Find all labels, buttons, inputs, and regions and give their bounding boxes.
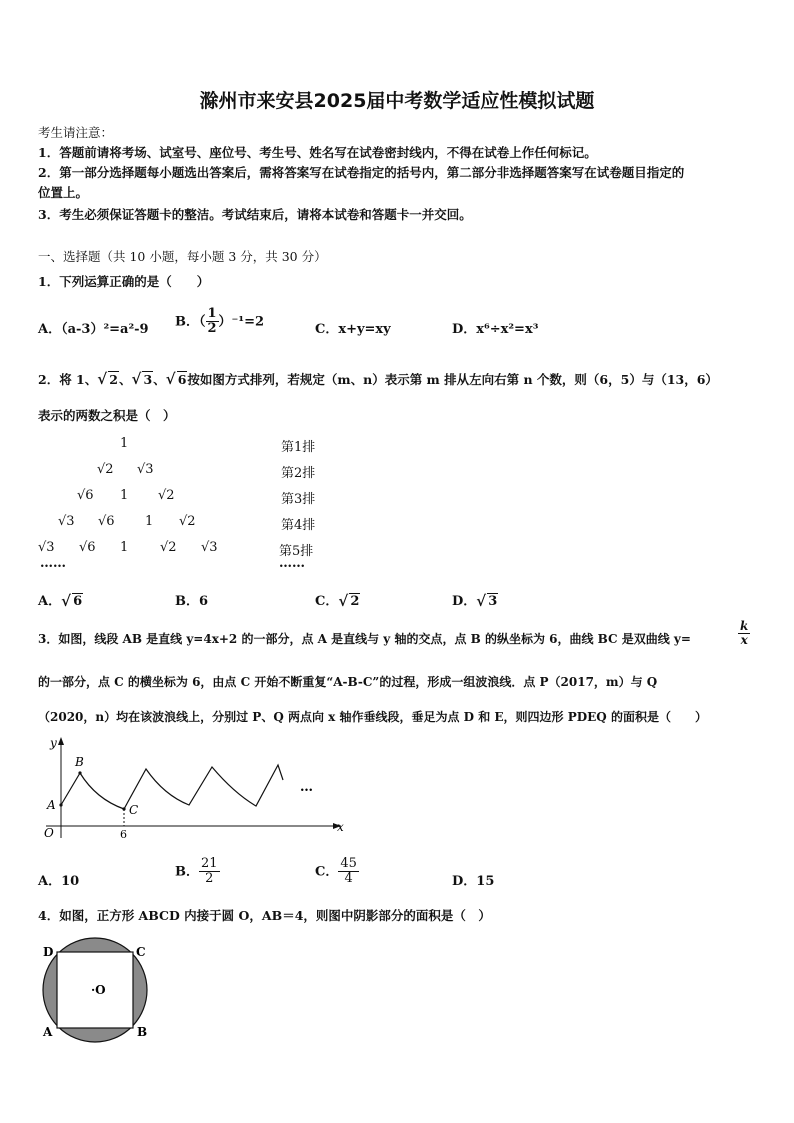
x-label: x — [337, 820, 344, 834]
q2-sep-2: 、 — [153, 372, 166, 387]
q2-option-b: B．6 — [175, 594, 209, 609]
q1-b-suffix: ）⁻¹=2 — [218, 314, 265, 330]
label-o: ·O — [91, 983, 106, 997]
tri-r3-c3: √2 — [158, 488, 175, 503]
q3-stem-b: 的一部分，点 C 的横坐标为 6，由点 C 开始不断重复“A-B-C”的过程，形成一组波浪线．点 P（2017，m）与 Q — [38, 675, 658, 689]
q1-b-prefix: B．（ — [175, 314, 206, 330]
q2-option-d — [452, 590, 498, 609]
tri-r5-c4: √2 — [160, 540, 177, 555]
q2-a-label: A． — [38, 594, 62, 609]
notice-item-2-cont: 位置上。 — [38, 185, 89, 200]
tri-r4-c1: √3 — [58, 514, 75, 529]
q2-option-a — [38, 590, 83, 609]
tri-r4-c2: √6 — [98, 514, 115, 529]
q2-stem-cont: 表示的两数之积是（ ） — [38, 408, 176, 423]
row-label-3: 第3排 — [281, 492, 316, 507]
q1-b-fraction — [206, 307, 219, 337]
wave-ellipsis: … — [300, 780, 313, 795]
row-label-5: 第5排 — [279, 544, 314, 559]
notice-item-3: 3．考生必须保证答题卡的整洁。考试结束后，请将本试卷和答题卡一并交回。 — [38, 207, 472, 222]
q3-b-label: B． — [175, 864, 199, 880]
tri-r3-c2: 1 — [120, 488, 129, 503]
q2-sqrt2 — [97, 372, 119, 387]
tri-dots-left: …… — [40, 556, 66, 571]
q2-sqrt3 — [131, 372, 153, 387]
row-label-2: 第2排 — [281, 466, 316, 481]
q2-stem-a: 2．将 1、 — [38, 372, 98, 387]
q3-option-b — [175, 857, 220, 887]
q2-option-c — [315, 590, 360, 609]
q2-a-val: 6 — [73, 594, 83, 609]
q2-c-label: C． — [315, 594, 339, 609]
q2-sqrt6 — [166, 372, 188, 387]
q3-b-den: 2 — [205, 871, 214, 887]
q3-b-num: 21 — [201, 856, 218, 871]
q2-d-label: D． — [452, 594, 477, 609]
q2-d-sqrt — [476, 594, 498, 609]
section-heading: 一、选择题（共 10 小题，每小题 3 分，共 30 分） — [38, 249, 327, 264]
tick-6: 6 — [120, 828, 127, 841]
tri-r5-c1: √3 — [38, 540, 55, 555]
q2-sqrt6-val: 6 — [177, 372, 187, 387]
origin-label: O — [44, 826, 54, 840]
notice-item-2: 2．第一部分选择题每小题选出答案后，需将答案写在试卷指定的括号内，第二部分非选择题答案写在试卷题目指定的 — [38, 165, 685, 180]
q3-option-d: D．15 — [452, 874, 495, 889]
page-title: 滁州市来安县2025届中考数学适应性模拟试题 — [199, 90, 595, 112]
label-d: D — [43, 945, 54, 959]
q1-option-d: D．x⁶÷x²=x³ — [452, 322, 539, 337]
y-label: y — [50, 736, 57, 750]
tri-r1-c1: 1 — [120, 436, 129, 451]
label-b: B — [137, 1025, 148, 1039]
tri-r3-c1: √6 — [77, 488, 94, 503]
q1-b-num: 1 — [207, 306, 217, 321]
q2-sep-1: 、 — [118, 372, 132, 387]
q3-option-c — [315, 857, 359, 887]
q1-option-c: C．x+y=xy — [315, 322, 391, 337]
tri-r2-c1: √2 — [97, 462, 114, 477]
q1-b-den: 2 — [207, 321, 217, 337]
q2-sqrt3-val: 3 — [143, 372, 153, 387]
a-label: A — [47, 798, 56, 812]
q3-k: k — [740, 619, 749, 633]
q3-x: x — [740, 633, 748, 648]
y-axis-arrow — [58, 737, 64, 745]
point-b — [78, 771, 81, 774]
row-label-1: 第1排 — [281, 440, 316, 455]
q3-c-label: C． — [315, 864, 339, 880]
tri-r5-c3: 1 — [120, 540, 129, 555]
tri-r5-c5: √3 — [201, 540, 218, 555]
circle-square-figure — [36, 936, 166, 1046]
point-a — [59, 803, 62, 806]
tri-r2-c2: √3 — [137, 462, 154, 477]
q2-stem-b: 按如图方式排列，若规定（m、n）表示第 m 排从左向右第 n 个数，则（6，5）与（13，6） — [187, 372, 718, 387]
q3-c-num: 45 — [340, 856, 357, 871]
notice-heading: 考生请注意： — [38, 125, 114, 140]
c-label: C — [129, 803, 139, 817]
tri-r4-c3: 1 — [145, 514, 154, 529]
label-a: A — [43, 1025, 53, 1039]
label-c: C — [136, 945, 146, 959]
row-label-4: 第4排 — [281, 518, 316, 533]
tri-r5-c2: √6 — [79, 540, 96, 555]
tri-r4-c4: √2 — [179, 514, 196, 529]
notice-item-1: 1．答题前请将考场、试室号、座位号、考生号、姓名写在试卷密封线内，不得在试卷上作任何标记。 — [38, 145, 597, 160]
wave-figure — [36, 733, 356, 843]
q2-c-sqrt — [338, 594, 360, 609]
b-label: B — [75, 755, 84, 769]
tri-dots-right: …… — [279, 556, 305, 571]
q1-option-a: A．（a-3）²=a²-9 — [38, 322, 149, 337]
q2-a-sqrt — [61, 594, 83, 609]
q1-stem: 1．下列运算正确的是（ ） — [38, 274, 210, 289]
q3-stem-c: （2020，n）均在该波浪线上，分别过 P、Q 两点向 x 轴作垂线段，垂足为点 D 和 E，则四边形 PDEQ 的面积是（ ） — [38, 710, 707, 724]
wave-line — [61, 765, 283, 809]
q1-option-b — [175, 307, 264, 337]
q2-stem — [38, 370, 718, 388]
q4-stem: 4．如图，正方形 ABCD 内接于圆 O，AB＝4，则图中阴影部分的面积是（ ） — [38, 908, 491, 923]
q2-sqrt2-val: 2 — [109, 372, 118, 387]
q2-d-val: 3 — [488, 594, 498, 609]
q3-c-den: 4 — [344, 871, 353, 887]
q3-option-a: A．10 — [38, 874, 80, 889]
q3-stem-a: 3．如图，线段 AB 是直线 y=4x+2 的一部分，点 A 是直线与 y 轴的交点，点 B 的纵坐标为 6，曲线 BC 是双曲线 y= — [38, 632, 691, 646]
q3-fraction — [738, 620, 750, 647]
q2-c-val: 2 — [350, 594, 360, 609]
